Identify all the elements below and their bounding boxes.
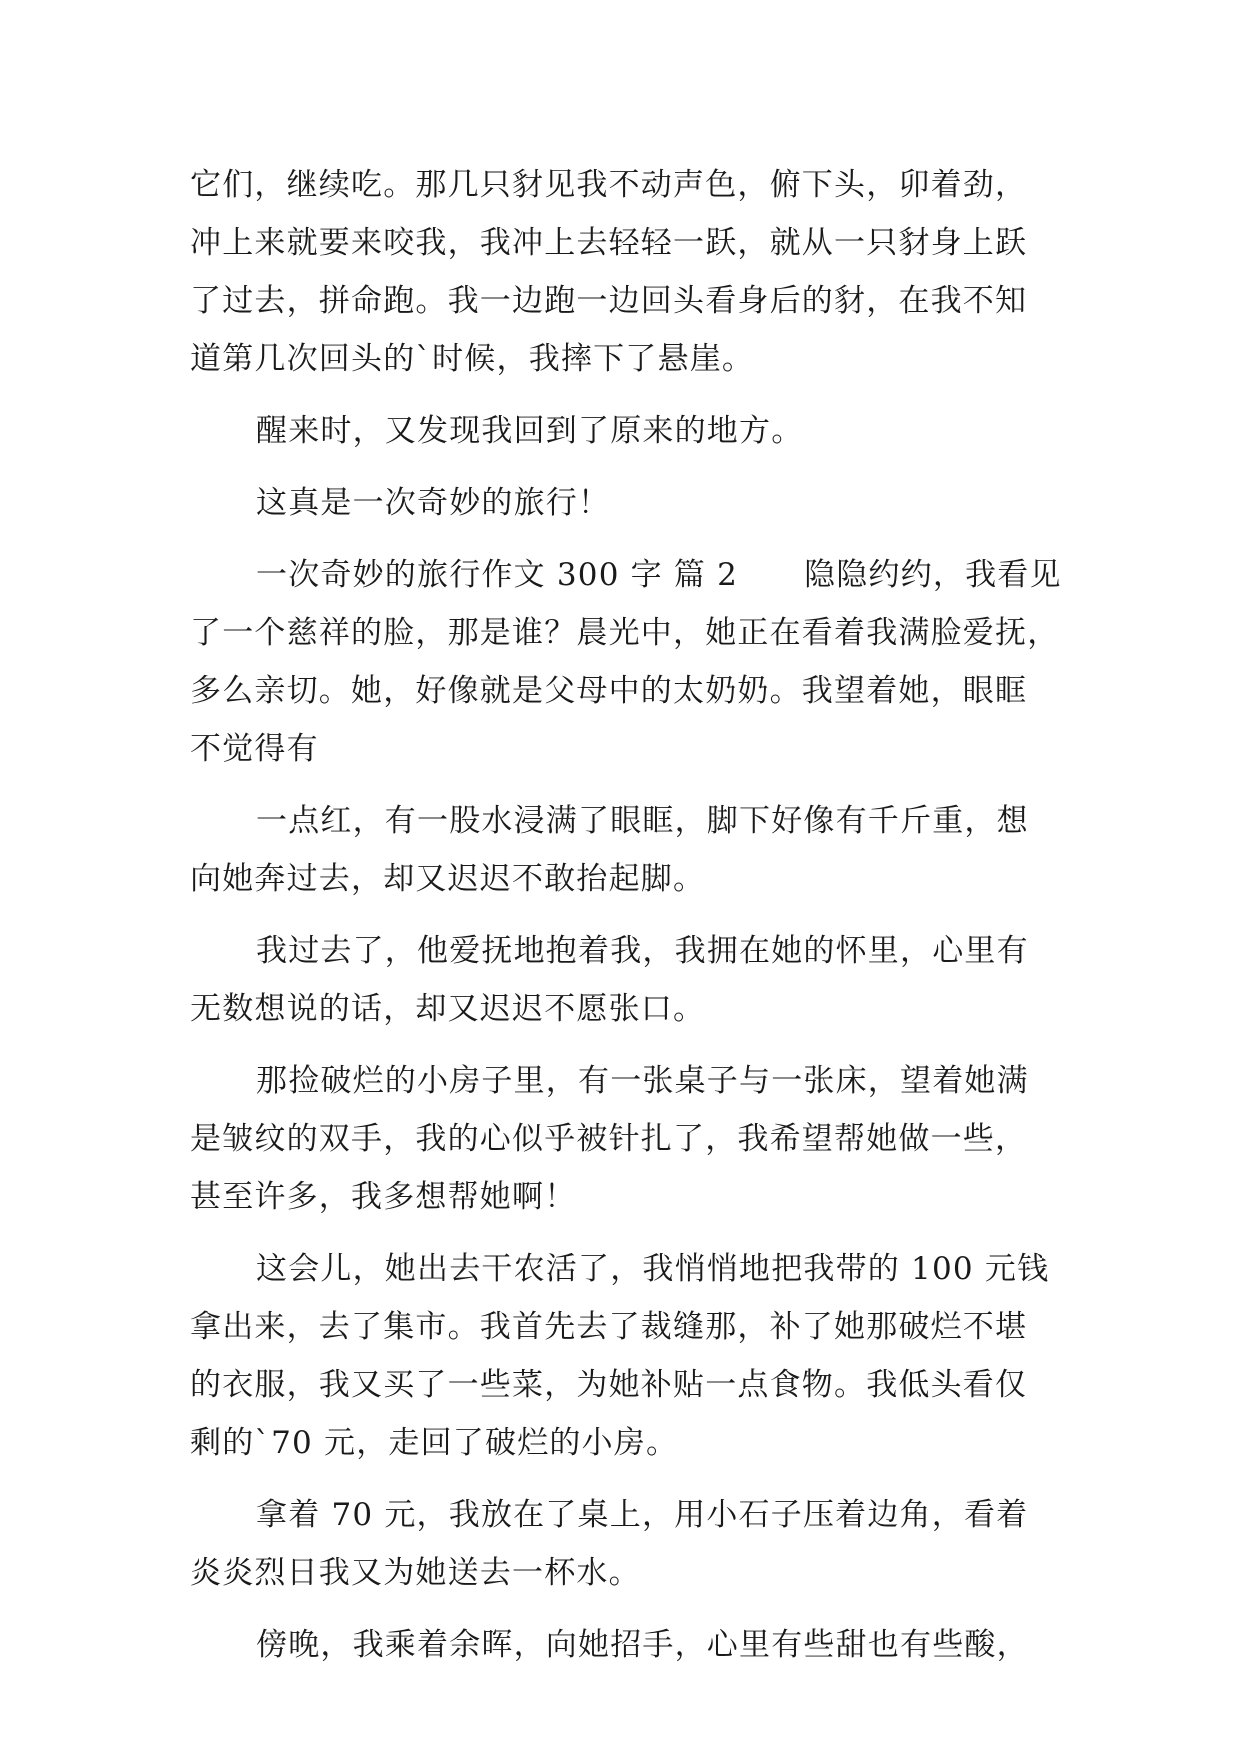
text-line: 醒来时，又发现我回到了原来的地方。 — [256, 413, 804, 449]
essay-title: 一次奇妙的旅行作文 300 字 篇 2 — [256, 557, 739, 593]
text-line: 那捡破烂的小房子里，有一张桌子与一张床，望着她满 — [256, 1063, 1029, 1099]
text-line: 一点红，有一股水浸满了眼眶，脚下好像有千斤重，想 — [256, 803, 1029, 839]
text-line: 这会儿，她出去干农活了，我悄悄地把我带的 100 元钱 — [256, 1251, 1050, 1287]
text-line: 多么亲切。她，好像就是父母中的太奶奶。我望着她，眼眶 — [190, 673, 1028, 709]
text-line: 拿着 70 元，我放在了桌上，用小石子压着边角，看着 — [256, 1497, 1029, 1533]
text-line: 甚至许多，我多想帮她啊！ — [190, 1179, 577, 1215]
text-line: 无数想说的话，却又迟迟不愿张口。 — [190, 991, 706, 1027]
text-line: 了一个慈祥的脸，那是谁？晨光中，她正在看着我满脸爱抚， — [190, 615, 1060, 651]
document-page — [190, 156, 1070, 1674]
text-line: 这真是一次奇妙的旅行！ — [256, 485, 611, 521]
text-line: 剩的`70 元，走回了破烂的小房。 — [190, 1425, 679, 1461]
heading-line — [190, 546, 1070, 604]
text-line: 我过去了，他爱抚地抱着我，我拥在她的怀里，心里有 — [256, 933, 1029, 969]
text-line: 了过去，拼命跑。我一边跑一边回头看身后的豺，在我不知 — [190, 283, 1028, 319]
text-line: 道第几次回头的`时候，我摔下了悬崖。 — [190, 341, 755, 377]
text-line: 冲上来就要来咬我，我冲上去轻轻一跃，就从一只豺身上跃 — [190, 225, 1028, 261]
text-line: 它们，继续吃。那几只豺见我不动声色，俯下头，卯着劲， — [190, 167, 1028, 203]
text-line: 是皱纹的双手，我的心似乎被针扎了，我希望帮她做一些， — [190, 1121, 1028, 1157]
text-line: 炎炎烈日我又为她送去一杯水。 — [190, 1555, 641, 1591]
paragraph-start: 隐隐约约，我看见 — [804, 557, 1062, 593]
text-line: 拿出来，去了集市。我首先去了裁缝那，补了她那破烂不堪 — [190, 1309, 1028, 1345]
text-line: 向她奔过去，却又迟迟不敢抬起脚。 — [190, 861, 706, 897]
text-line: 傍晚，我乘着余晖，向她招手，心里有些甜也有些酸， — [256, 1627, 1029, 1663]
text-line: 不觉得有 — [190, 731, 319, 767]
text-line: 的衣服，我又买了一些菜，为她补贴一点食物。我低头看仅 — [190, 1367, 1028, 1403]
